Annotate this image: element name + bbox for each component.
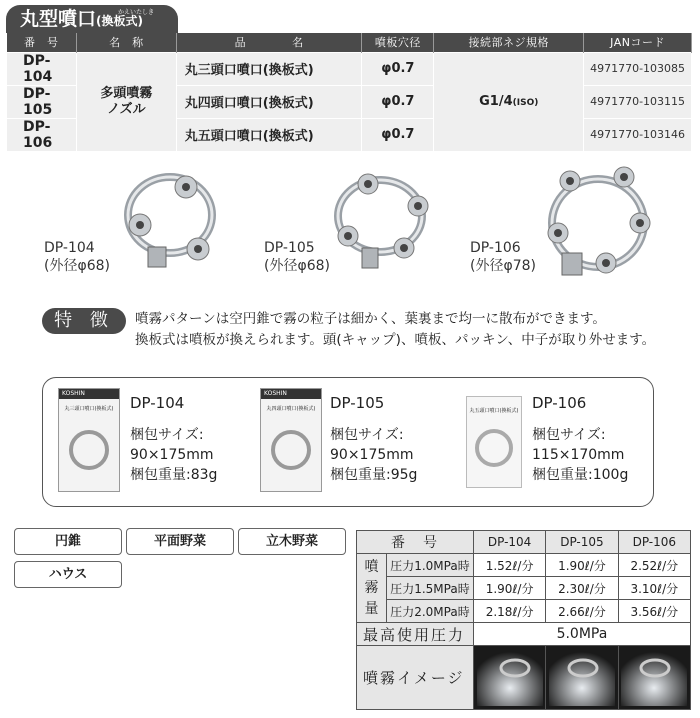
- spray-header-code: DP-105: [546, 531, 618, 554]
- product-code: DP-105: [7, 85, 77, 118]
- max-pressure-value: 5.0MPa: [473, 623, 690, 646]
- package-code: DP-105: [330, 394, 385, 412]
- table-row: [357, 646, 691, 710]
- package-brand: KOSHIN: [59, 389, 119, 399]
- spray-value: 2.66ℓ/分: [546, 600, 618, 623]
- package-ring-icon: [467, 414, 521, 474]
- package-photo: [260, 388, 322, 492]
- package-code: DP-106: [532, 394, 587, 412]
- tag-cone: 円錐: [14, 528, 122, 555]
- page-title: 丸型噴口: [20, 8, 97, 30]
- dp105-ring-photo: [318, 168, 448, 278]
- group-name-text: 多頭噴霧 ノズル: [100, 85, 153, 117]
- dp104-ring-photo: [100, 165, 230, 275]
- dp106-ring-photo: [540, 163, 660, 283]
- product-name: 丸四頭口噴口(換板式): [176, 85, 362, 118]
- package-weight: 梱包重量:95g: [330, 467, 418, 483]
- package-label: 丸三頭口噴口(換板式): [64, 406, 114, 412]
- spray-header-code: DP-106: [618, 531, 690, 554]
- feature-description: [135, 309, 655, 351]
- tag-flat-vegetables: 平面野菜: [126, 528, 234, 555]
- jan-code: 4971770-103085: [584, 52, 692, 85]
- product-name: 丸三頭口噴口(換板式): [176, 52, 362, 85]
- page-subtitle: (換板式): [96, 14, 143, 28]
- pressure-label: 圧力1.5MPa時: [387, 577, 474, 600]
- caption-code: DP-104: [44, 240, 95, 256]
- table-row: [357, 554, 691, 577]
- package-size-label: 梱包サイズ:: [532, 427, 606, 443]
- spray-image: [473, 646, 545, 710]
- hole-diameter: φ0.7: [362, 85, 434, 118]
- feature-line: 換板式は噴板が換えられます。頭(キャップ)、噴板、パッキン、中子が取り外せます。: [135, 332, 656, 348]
- spray-value: 1.90ℓ/分: [473, 577, 545, 600]
- spray-image: [618, 646, 690, 710]
- connection-value: G1/4: [479, 94, 513, 109]
- pressure-label: 圧力2.0MPa時: [387, 600, 474, 623]
- jan-code: 4971770-103115: [584, 85, 692, 118]
- spray-value: 2.30ℓ/分: [546, 577, 618, 600]
- spray-value: 1.90ℓ/分: [546, 554, 618, 577]
- spec-header-row: [7, 33, 692, 52]
- max-pressure-label: 最高使用圧力: [357, 623, 474, 646]
- spray-header-code: DP-104: [473, 531, 545, 554]
- package-weight: 梱包重量:100g: [532, 467, 629, 483]
- spec-header: 名 称: [76, 33, 176, 52]
- feature-badge: 特 徴: [42, 308, 126, 334]
- spray-value: 1.52ℓ/分: [473, 554, 545, 577]
- spec-header: 噴板穴径: [362, 33, 434, 52]
- spray-value: 3.10ℓ/分: [618, 577, 690, 600]
- spray-header-label: 番 号: [357, 531, 474, 554]
- tag-tree-vegetables: 立木野菜: [238, 528, 346, 555]
- package-photo: [58, 388, 120, 492]
- feature-line: 噴霧パターンは空円錐で霧の粒子は細かく、葉裏まで均一に散布ができます。: [135, 311, 606, 327]
- spray-image-dp106: [621, 646, 687, 706]
- package-weight: 梱包重量:83g: [130, 467, 218, 483]
- connection-note: (ISO): [512, 98, 539, 108]
- caption-dia: (外径φ68): [44, 258, 110, 274]
- caption-code: DP-106: [470, 240, 521, 256]
- spray-image-label: 噴霧イメージ: [357, 646, 474, 710]
- hole-diameter: φ0.7: [362, 118, 434, 151]
- spray-image: [546, 646, 618, 710]
- package-size: 115×170mm: [532, 447, 625, 463]
- package-label: 丸五頭口噴口(換板式): [469, 408, 519, 414]
- table-row: [357, 577, 691, 600]
- caption-dia: (外径φ78): [470, 258, 536, 274]
- hole-diameter: φ0.7: [362, 52, 434, 85]
- table-row: [357, 623, 691, 646]
- product-name: 丸五頭口噴口(換板式): [176, 118, 362, 151]
- package-label: 丸四頭口噴口(換板式): [266, 406, 316, 412]
- package-ring-icon: [261, 412, 321, 472]
- spec-table: [6, 33, 692, 152]
- title-ruby: かえいたしき: [118, 9, 155, 16]
- spec-header: 番 号: [7, 33, 77, 52]
- package-text: [330, 393, 417, 485]
- pressure-label: 圧力1.0MPa時: [387, 554, 474, 577]
- spray-header-row: [357, 531, 691, 554]
- package-text: [130, 393, 217, 485]
- jan-code: 4971770-103146: [584, 118, 692, 151]
- spray-image-dp105: [549, 646, 615, 706]
- spec-header: 品 名: [176, 33, 362, 52]
- spray-volume-text: 噴 霧 量: [364, 558, 379, 617]
- spray-volume-table: [356, 530, 691, 710]
- spray-value: 3.56ℓ/分: [618, 600, 690, 623]
- table-row: [357, 600, 691, 623]
- caption-code: DP-105: [264, 240, 315, 256]
- spray-value: 2.52ℓ/分: [618, 554, 690, 577]
- package-photo: [466, 396, 522, 488]
- product-group-name: [76, 52, 176, 151]
- caption-dia: (外径φ68): [264, 258, 330, 274]
- package-text: [532, 393, 628, 485]
- package-size: 90×175mm: [330, 447, 414, 463]
- product-code: DP-104: [7, 52, 77, 85]
- package-size-label: 梱包サイズ:: [130, 427, 204, 443]
- table-row: [7, 52, 692, 85]
- connection-spec: [434, 52, 584, 151]
- package-code: DP-104: [130, 394, 185, 412]
- tag-greenhouse: ハウス: [14, 561, 122, 588]
- dp105-caption: [264, 239, 330, 275]
- spec-header: 接続部ネジ規格: [434, 33, 584, 52]
- spray-value: 2.18ℓ/分: [473, 600, 545, 623]
- spray-image-dp104: [477, 646, 543, 706]
- catalog-title-tab: [6, 5, 178, 33]
- dp106-caption: [470, 239, 536, 275]
- package-size: 90×175mm: [130, 447, 214, 463]
- spec-header: JANコード: [584, 33, 692, 52]
- package-brand: KOSHIN: [261, 389, 321, 399]
- package-ring-icon: [59, 412, 119, 472]
- spray-volume-label: [357, 554, 387, 623]
- package-size-label: 梱包サイズ:: [330, 427, 404, 443]
- dp104-caption: [44, 239, 110, 275]
- product-code: DP-106: [7, 118, 77, 151]
